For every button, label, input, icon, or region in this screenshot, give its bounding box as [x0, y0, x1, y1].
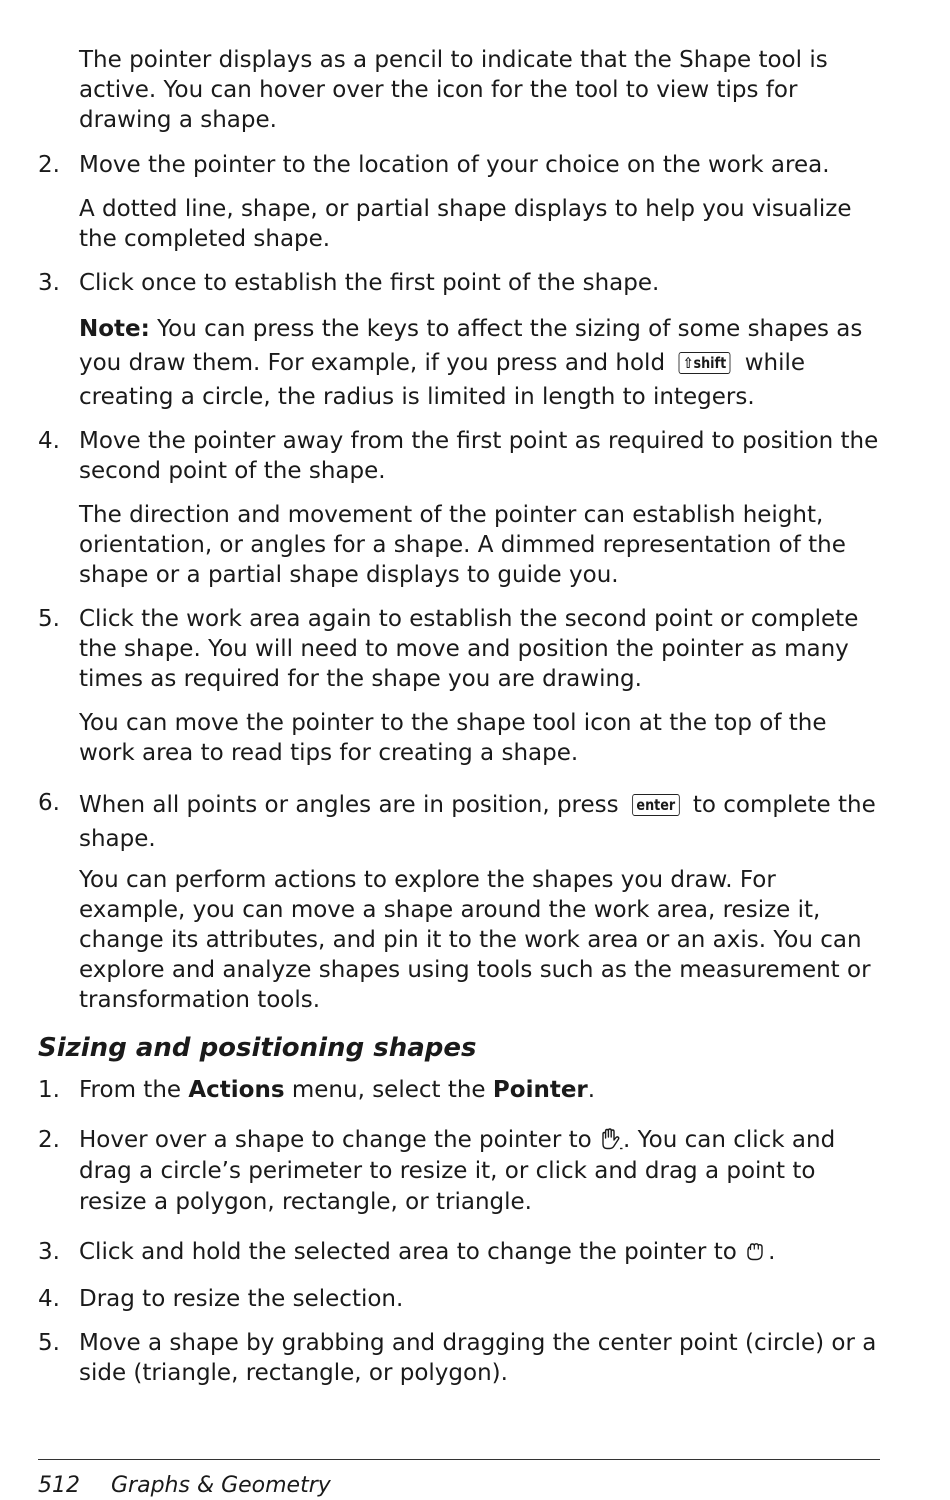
intro-paragraph: The pointer displays as a pencil to indicate that the Shape tool is active. You can hover over the icon for the tool to view tips for drawing a shape. — [79, 47, 828, 133]
page-number: 512 — [38, 1473, 80, 1498]
pointer-tool-name: Pointer — [492, 1077, 588, 1103]
step-text: Click once to establish the first point of the shape. — [79, 270, 660, 296]
step-detail: You can move the pointer to the shape tool icon at the top of the work area to read tips for creating a shape. — [79, 710, 827, 766]
step-text — [79, 1125, 879, 1218]
open-hand-icon — [599, 1128, 623, 1150]
step-text-part: . — [587, 1077, 596, 1103]
step-text-part: menu, select the — [291, 1077, 486, 1103]
step-text — [79, 1237, 879, 1267]
note-text-before: You can press the keys to affect the sizing of some shapes as you draw them. For example, if you press and hold — [79, 316, 863, 376]
step-number: 3. — [38, 1239, 60, 1265]
step-number: 4. — [38, 1286, 60, 1312]
step-text-part: Click and hold the selected area to change the pointer to — [79, 1239, 737, 1265]
enter-key: enter — [632, 794, 679, 816]
step-number: 5. — [38, 606, 60, 632]
step-detail: The direction and movement of the pointer can establish height, orientation, or angles for a shape. A dimmed representation of the shape or a partial shape displays to guide you. — [79, 502, 846, 588]
note-text-after: while creating a circle, the radius is limited in length to integers. — [79, 350, 806, 410]
grab-hand-icon — [744, 1240, 768, 1262]
step-detail: A dotted line, shape, or partial shape displays to help you visualize the completed shape. — [79, 196, 852, 252]
step-number: 4. — [38, 428, 60, 454]
step-text: Click the work area again to establish the second point or complete the shape. You will need to move and position the pointer as many times as required for the shape you are drawing. — [79, 606, 859, 692]
step-number: 2. — [38, 152, 60, 178]
footer-divider — [38, 1459, 880, 1460]
step-text-part: From the — [79, 1077, 182, 1103]
step-text — [79, 1075, 879, 1105]
shift-key: ⇧shift — [679, 352, 731, 374]
step-text: Move the pointer away from the first point as required to position the second point of the shape. — [79, 428, 879, 484]
step-text: Drag to resize the selection. — [79, 1286, 404, 1312]
step-number: 1. — [38, 1077, 60, 1103]
step-number: 2. — [38, 1127, 60, 1153]
step-number: 3. — [38, 270, 60, 296]
step-text-part: . You can click and drag a circle’s perimeter to resize it, or click and drag a point to resize a polygon, rectangle, or triangle. — [79, 1127, 836, 1215]
step-text-after: to complete the shape. — [79, 792, 876, 852]
step-text-part: . — [768, 1239, 776, 1265]
section-title: Sizing and positioning shapes — [38, 1033, 477, 1063]
step-number: 5. — [38, 1330, 60, 1356]
step-text-before: When all points or angles are in position, press — [79, 792, 619, 818]
step-detail: You can perform actions to explore the shapes you draw. For example, you can move a shape around the work area, resize it, change its attributes, and pin it to the work area or an axis. You can explore and analyze shapes using tools such as the measurement or transformation tools. — [79, 867, 871, 1013]
step-text: Move the pointer to the location of your choice on the work area. — [79, 152, 830, 178]
step-text-part: Hover over a shape to change the pointer to — [79, 1127, 592, 1153]
step-text: Move a shape by grabbing and dragging the center point (circle) or a side (triangle, rectangle, or polygon). — [79, 1330, 877, 1386]
step-number: 6. — [38, 790, 60, 816]
actions-menu-name: Actions — [188, 1077, 285, 1103]
note-paragraph — [79, 312, 879, 414]
chapter-title: Graphs & Geometry — [111, 1473, 331, 1498]
note-label: Note: — [79, 316, 150, 342]
step-text — [79, 788, 879, 856]
